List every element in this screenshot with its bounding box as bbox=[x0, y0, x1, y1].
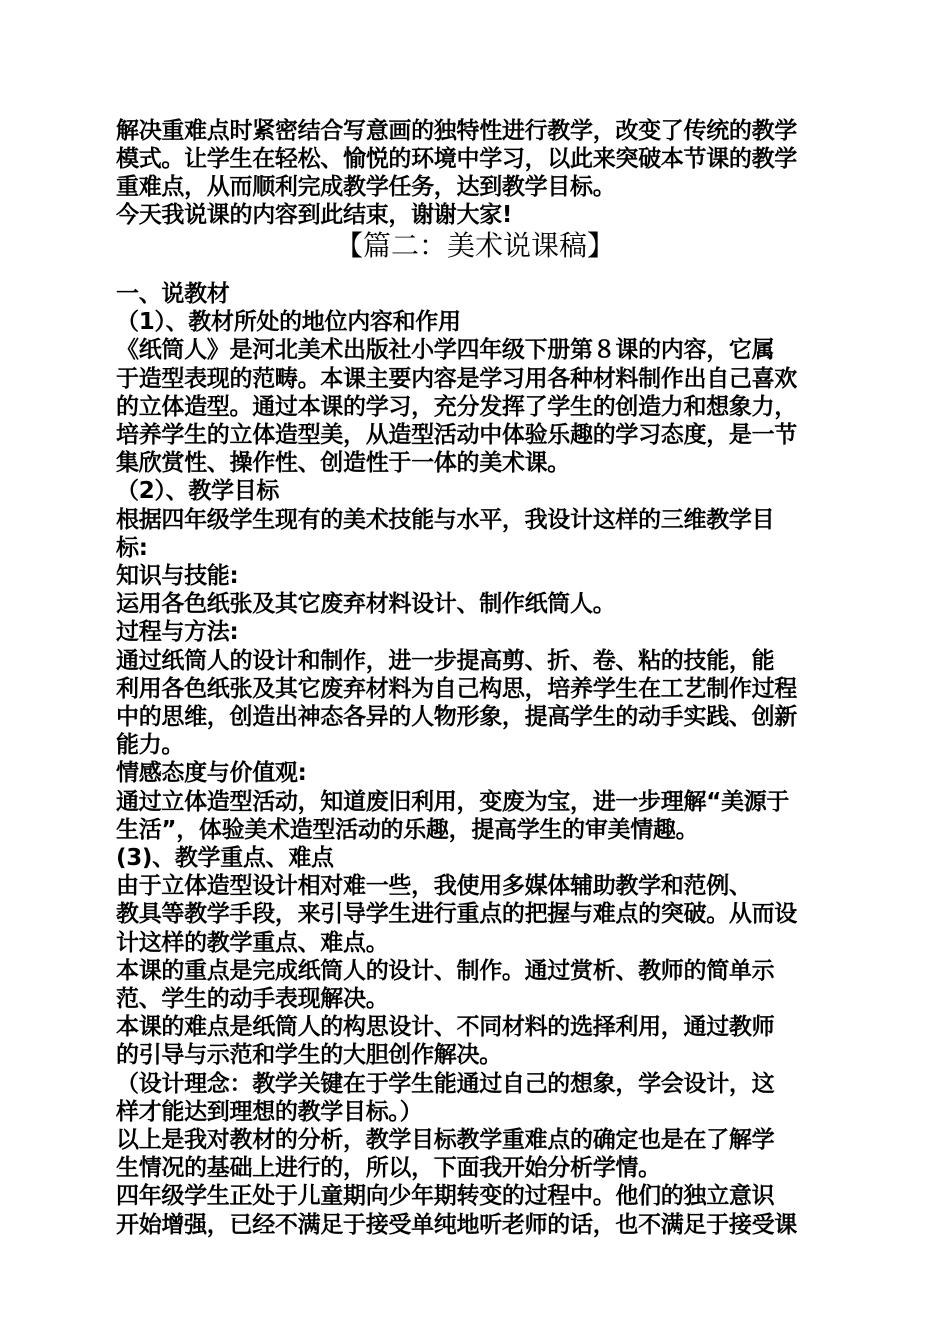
text-line: 以上是我对教材的分析，教学目标教学重难点的确定也是在了解学 bbox=[116, 1127, 775, 1153]
text-line: 模式。让学生在轻松、愉悦的环境中学习，以此来突破本节课的教学 bbox=[116, 146, 798, 172]
text-line: （设计理念：教学关键在于学生能通过自己的想象，学会设计，这 bbox=[116, 1071, 775, 1097]
text-line: 过程与方法: bbox=[116, 619, 239, 645]
text-line: 计这样的教学重点、难点。 bbox=[116, 930, 389, 956]
text-line: 四年级学生正处于儿童期向少年期转变的过程中。他们的独立意识 bbox=[116, 1183, 775, 1209]
text-line: 本课的难点是纸筒人的构思设计、不同材料的选择利用，通过教师 bbox=[116, 1014, 775, 1040]
text-line: 今天我说课的内容到此结束，谢谢大家! bbox=[116, 202, 513, 228]
document-title: 【篇二：美术说课稿】 bbox=[334, 229, 615, 262]
text-line: 通过立体造型活动，知道废旧利用，变废为宝，进一步理解“美源于 bbox=[116, 789, 790, 815]
text-line: 范、学生的动手表现解决。 bbox=[116, 986, 389, 1012]
text-line: 解决重难点时紧密结合写意画的独特性进行教学，改变了传统的教学 bbox=[116, 118, 798, 144]
text-line: 教具等教学手段，来引导学生进行重点的把握与难点的突破。从而设 bbox=[116, 901, 798, 927]
text-line: 生活”，体验美术造型活动的乐趣，提高学生的审美情趣。 bbox=[116, 817, 699, 843]
text-line: 的立体造型。通过本课的学习，充分发挥了学生的创造力和想象力， bbox=[116, 394, 798, 420]
text-line: （1）、教材所处的地位内容和作用 bbox=[116, 309, 461, 335]
text-line: （2）、教学目标 bbox=[116, 478, 280, 504]
text-line: 情感态度与价值观: bbox=[116, 760, 307, 786]
text-line: (3)、教学重点、难点 bbox=[116, 845, 334, 871]
text-line: 中的思维，创造出神态各异的人物形象，提高学生的动手实践、创新 bbox=[116, 704, 798, 730]
text-line: 标: bbox=[116, 535, 148, 561]
text-line: 《纸筒人》是河北美术出版社小学四年级下册第８课的内容，它属 bbox=[116, 337, 775, 363]
text-line: 能力。 bbox=[116, 732, 185, 758]
text-line: 通过纸筒人的设计和制作，进一步提高剪、折、卷、粘的技能，能 bbox=[116, 648, 775, 674]
text-line: 由于立体造型设计相对难一些，我使用多媒体辅助教学和范例、 bbox=[116, 873, 752, 899]
text-line: 的引导与示范和学生的大胆创作解决。 bbox=[116, 1042, 502, 1068]
text-line: 样才能达到理想的教学目标。） bbox=[116, 1099, 423, 1125]
text-line: 根据四年级学生现有的美术技能与水平，我设计这样的三维教学目 bbox=[116, 507, 775, 533]
text-line: 于造型表现的范畴。本课主要内容是学习用各种材料制作出自己喜欢 bbox=[116, 366, 798, 392]
text-line: 一、说教材 bbox=[116, 281, 230, 307]
text-line: 开始增强，已经不满足于接受单纯地听老师的话，也不满足于接受课 bbox=[116, 1212, 798, 1238]
text-line: 知识与技能: bbox=[116, 563, 239, 589]
text-line: 本课的重点是完成纸筒人的设计、制作。通过赏析、教师的简单示 bbox=[116, 958, 775, 984]
text-line: 运用各色纸张及其它废弃材料设计、制作纸筒人。 bbox=[116, 591, 616, 617]
text-line: 集欣赏性、操作性、创造性于一体的美术课。 bbox=[116, 450, 571, 476]
text-line: 培养学生的立体造型美，从造型活动中体验乐趣的学习态度，是一节 bbox=[116, 422, 798, 448]
text-line: 重难点，从而顺利完成教学任务，达到教学目标。 bbox=[116, 174, 616, 200]
text-line: 生情况的基础上进行的，所以，下面我开始分析学情。 bbox=[116, 1155, 661, 1181]
text-line: 利用各色纸张及其它废弃材料为自己构思，培养学生在工艺制作过程 bbox=[116, 676, 798, 702]
